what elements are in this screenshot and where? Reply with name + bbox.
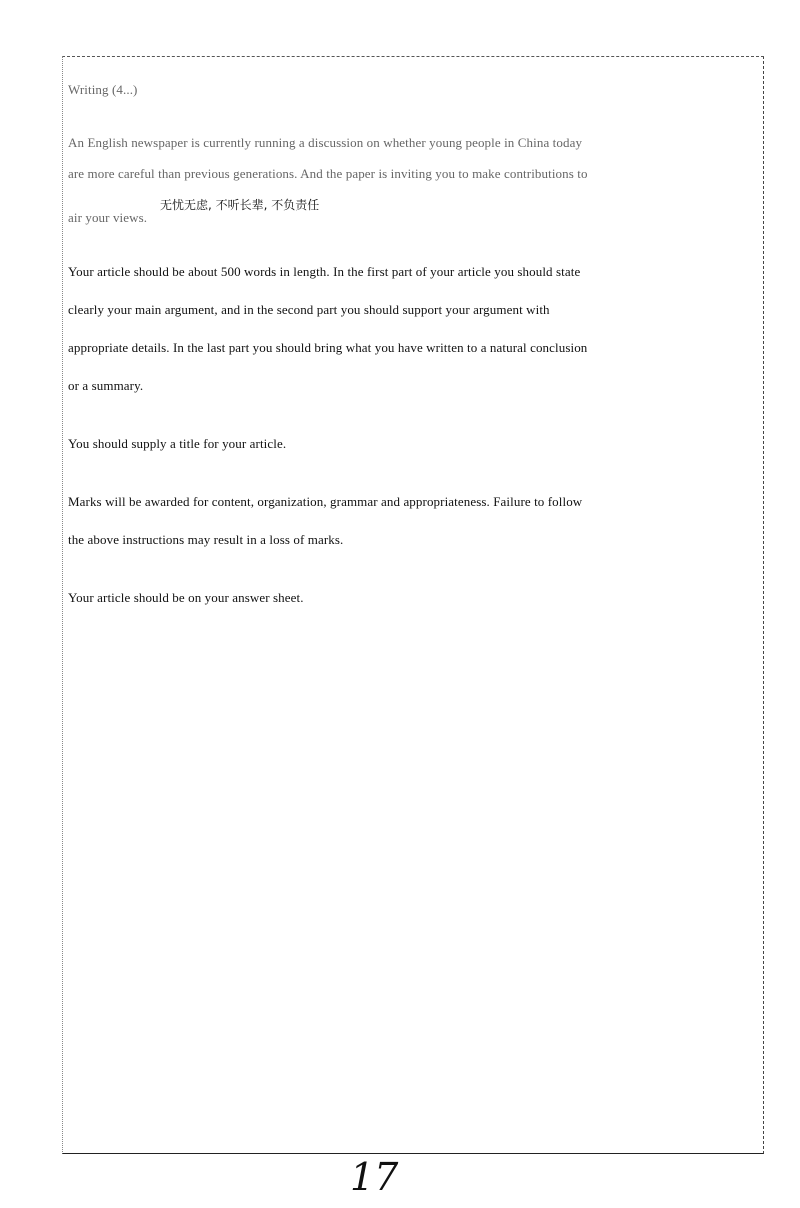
section-heading: Writing (4...)	[68, 82, 138, 97]
text-line: or a summary.	[68, 378, 144, 393]
page-number: 17	[350, 1155, 399, 1199]
handwritten-note: 无忧无虑, 不听长辈, 不负责任	[160, 198, 320, 212]
text-line: the above instructions may result in a loss of marks.	[68, 532, 344, 547]
text-line: are more careful than previous generations. And the paper is inviting you to make contributions to	[68, 166, 588, 181]
text-line: clearly your main argument, and in the second part you should support your argument with	[68, 302, 550, 317]
text-line: Marks will be awarded for content, organization, grammar and appropriateness. Failure to follow	[68, 494, 583, 509]
text-line: appropriate details. In the last part you should bring what you have written to a natural conclusion	[68, 340, 588, 355]
text-line: Your article should be about 500 words in length. In the first part of your article you should state	[68, 264, 581, 279]
text-line: An English newspaper is currently running a discussion on whether young people in China today	[68, 135, 583, 150]
text-line: Your article should be on your answer sheet.	[68, 590, 304, 605]
text-line: You should supply a title for your article.	[68, 436, 287, 451]
text-line: air your views.	[68, 210, 148, 225]
